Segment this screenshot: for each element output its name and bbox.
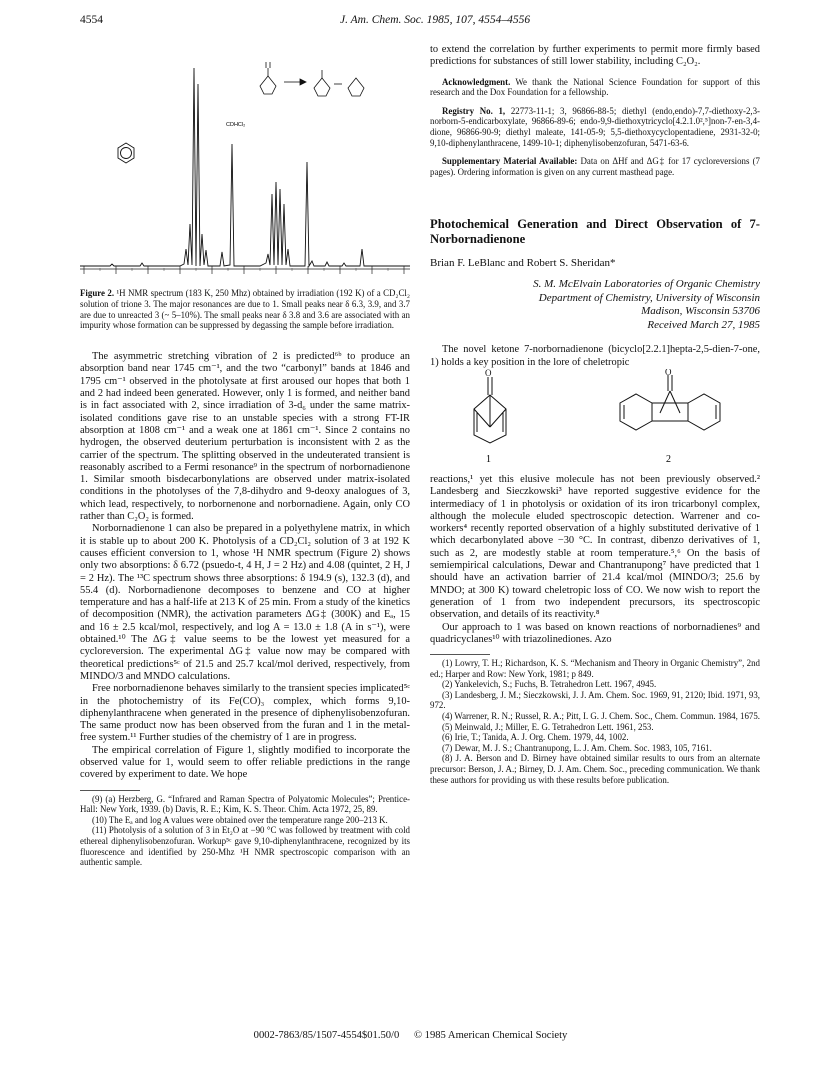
footnote-3: (3) Landesberg, J. M.; Sieczkowski, J. J. Am. Chem. Soc. 1969, 91, 2120; Ibid. 1971, 93, 972.: [430, 689, 760, 711]
svg-text:O: O: [665, 368, 672, 377]
footnote-5: (5) Meinwald, J.; Miller, E. G. Tetrahedron Lett. 1961, 253.: [442, 721, 654, 732]
footnote-rule: [80, 790, 140, 791]
structure-label-2: 2: [666, 453, 671, 465]
supplementary-text: Data on ΔHf and ΔG‡ for 17 cycloreversions (7 pages). Ordering information is given on any current masthead page.: [430, 156, 760, 177]
intro-paragraph: The novel ketone 7-norbornadienone (bicyclo[2.2.1]hepta-2,5-dien-7-one, 1) holds a key position in the lore of cheletropic: [430, 344, 760, 368]
acknowledgment-label: Acknowledgment.: [442, 76, 511, 87]
registry-label: Registry No. 1,: [442, 105, 506, 116]
supplementary-label: Supplementary Material Available:: [442, 156, 578, 167]
supplementary-material: [430, 156, 760, 177]
footnote-9: (9) (a) Herzberg, G. “Infrared and Raman Spectra of Polyatomic Molecules”; Prentice-Hall: New York, 1939. (b) Davis, R. E.; Kim, K. S. Theor. Chim. Acta 1972, 25, 89.: [80, 793, 410, 815]
figure-2-caption-text: ¹H NMR spectrum (183 K, 250 Mhz) obtained by irradiation (192 K) of a CD₂Cl₂ solution of trione 3. The major resonances are due to 1. Small peaks near δ 6.3, 3.9, and 3.7 are due to unreacted 3 (~ 5–10%). The small peaks near δ 3.8 and 3.6 are associated with an impurity whose formation can be suppressed by degassing the sample before irradiation.: [80, 288, 410, 331]
page-footer: [0, 1030, 821, 1041]
continued-paragraph: to extend the correlation by further experiments to permit more firmly based predictions for substances of still lower stability, including C₂O₂.: [430, 44, 760, 68]
left-paragraph-1: The asymmetric stretching vibration of 2 is predicted⁶ᵇ to produce an absorption band near 1745 cm⁻¹, and the two “carbonyl” bands at 1846 and 1795 cm⁻¹ observed in the photolysate at first aroused our hopes that both 1 and 2 had indeed been generated. However, only 1 is formed, and neither band is in fact associated with 2, since irradiation of 3-d₆ under the same matrix-isolated conditions gave rise to an unstable species with a strong FT-IR absorption at 1808 cm⁻¹ and a weak one at 1861 cm⁻¹. Since 2 contains no hydrogen, the observed deuterium perturbation is inconsistent with 2 as the carrier of the spectrum. The splitting observed in the undeuterated transient is reasonably ascribed to a Fermi resonance⁹ in the spectrum of norbornadienone 1. Similar smooth bisdecarbonylations are observed under matrix-isolated conditions in the photolyses of the 7,8-dihydro and 9-deoxy analogues of 3, which lead, respectively, to norbornenone and norbornadiene. Again, only CO rather than C₂O₂ is formed.: [80, 351, 410, 523]
article-title: Photochemical Generation and Direct Observation of 7-Norbornadienone: [430, 217, 760, 247]
right-paragraph-2: Our approach to 1 was based on known reactions of norbornadienes⁹ and quadricyclanes¹⁰ with triazolinediones. Azo: [430, 621, 760, 645]
figure-2-caption-label: Figure 2.: [80, 288, 115, 298]
acknowledgment-text: We thank the National Science Foundation for support of this research and the Dox Foundation for a fellowship.: [430, 76, 760, 98]
peak-label: CDHCl₂: [226, 122, 246, 128]
structure-label-1: 1: [486, 453, 491, 465]
affiliation-line-2: Department of Chemistry, University of Wisconsin: [538, 291, 760, 304]
received-date: Received March 27, 1985: [647, 318, 760, 331]
left-paragraph-2: Norbornadienone 1 can also be prepared in a polyethylene matrix, in which it is stable up to about 200 K. Photolysis of a CD₂Cl₂ solution of 3 at 192 K causes efficient conversion to 1, whose ¹H NMR spectrum (Figure 2) shows only two absorptions: δ 6.72 (psuedo-t, 4 H, J = 2 Hz) and 4.08 (quintet, 2 H, J = 2 Hz). The ¹³C spectrum shows three absorptions: δ 194.9 (s), 132.3 (d), and 55.4 (d). Norbornadienone decomposes to benzene and CO at higher temperature and has a half-life at 213 K of 25 min. From a study of the kinetics of decomposition (NMR), the activation parameters ΔG‡ (300K) and Eₐ, 15 and 16 ± 2.5 kcal/mol, respectively, and log A = 13.0 ± 1.8 (A in s⁻¹), were obtained.¹⁰ The ΔG‡ value seems to be the lowest yet measured for a cycloreversion. The experimental ΔG‡ value now may be compared with theoretical predictions⁵ᶜ of 21.5 and 25.7 kcal/mol derived, respectively, from MINDO/3 and MNDO calculations.: [80, 523, 410, 682]
right-paragraph-1: reactions,¹ yet this elusive molecule has not been previously observed.² Landesberg and Sieczkowski³ have reported suggestive evidence for the intermediacy of 1 in photolysis or oxidation of its iron tricarbonyl complex, although the molecule eluded spectroscopic detection. Warrener and co-workers⁴ recently reported observation of a highly substituted derivative of 1 which decarbonylated above −30 °C. In contrast, dibenzo derivatives of 1, such as 2, are modestly stable at room temperature.⁵,⁶ On the basis of semiempirical calculations, Dewar and Chantranupong⁷ have predicted that 1 should have an activation barrier of 21.4 kcal/mol (MINDO/3; 25.6 by MNDO; at 300 K) toward cheletropic loss of CO. We now wish to report the generation of 1 from two independent precursors, its spectroscopic observation, and details of its reactivity.⁸: [430, 473, 760, 621]
footnote-7: (7) Dewar, M. J. S.; Chantranupong, L. J. Am. Chem. Soc. 1983, 105, 7161.: [442, 742, 712, 753]
running-header: J. Am. Chem. Soc. 1985, 107, 4554–4556: [340, 14, 531, 26]
authors: Brian F. LeBlanc and Robert S. Sheridan*: [430, 257, 616, 270]
structure-2-dibenzo: [620, 369, 720, 430]
structure-1-norbornadienone: [474, 369, 506, 443]
figure-2-caption: [80, 288, 410, 331]
acknowledgment: [430, 77, 760, 98]
footnote-4: (4) Warrener, R. N.; Russel, R. A.; Pitt, I. G. J. Chem. Soc., Chem. Commun. 1984, 1675.: [442, 711, 761, 722]
left-paragraph-3: Free norbornadienone behaves similarly to the transient species implicated⁵ᶜ in the photochemistry of its Fe(CO)₃ complex, which forms 9,10-diphenylanthracene when generated in the presence of diphenylisobenzofuran. The same product now has been observed from the furan and 1 in the metal-free system.¹¹ Further studies of the chemistry of 1 are in progress.: [80, 683, 410, 744]
footnote-2: (2) Yankelevich, S.; Fuchs, B. Tetrahedron Lett. 1967, 4945.: [442, 679, 657, 690]
chemical-structures: [430, 369, 760, 469]
affiliation-line-1: S. M. McElvain Laboratories of Organic Chemistry: [533, 278, 760, 291]
copyright: © 1985 American Chemical Society: [413, 1030, 568, 1041]
left-paragraph-4: The empirical correlation of Figure 1, slightly modified to incorporate the observed value for 1, would seem to offer reliable predictions in the range covered by experiment to date. We hope: [80, 744, 410, 781]
footnote-rule-right: [430, 654, 490, 655]
footnote-6: (6) Irie, T.; Tanida, A. J. Org. Chem. 1979, 44, 1002.: [442, 732, 629, 743]
registry-numbers: [430, 106, 760, 148]
svg-text:O: O: [485, 368, 492, 378]
page-number: 4554: [80, 14, 103, 26]
article-code: 0002-7863/85/1507-4554$01.50/0: [253, 1030, 400, 1041]
affiliation-line-3: Madison, Wisconsin 53706: [641, 305, 760, 318]
footnote-1: (1) Lowry, T. H.; Richardson, K. S. “Mechanism and Theory in Organic Chemistry”, 2nd ed.; Harper and Row: New York, 1981; p 849.: [430, 658, 760, 679]
registry-text: 22773-11-1; 3, 96866-88-5; diethyl (endo,endo)-7,7-diethoxy-2,3-norborn-5-endicarboxylate, 96866-89-6; endo-9,9-diethoxytricyclo[4.2.1.0²,⁵]non-7-en-3,4-dione, 96866-90-9; diethyl maleate, 141-05-9; 5,5-diethoxycyclopentadiene, 2931-32-0; 9,10-diphenylanthracene, 1499-10-1; diphenylisobenzofuran, 5471-63-6.: [430, 105, 760, 148]
footnote-10: (10) The Eₐ and log A values were obtained over the temperature range 200–213 K.: [92, 814, 388, 825]
footnote-8: (8) J. A. Berson and D. Birney have obtained similar results to ours from an alternate precursor: Berson, J. A.; Birney, D. J. Am. Chem. Soc., preceding communication. We thank these authors for providing us with these results before publication.: [430, 753, 760, 785]
footnote-11: (11) Photolysis of a solution of 3 in Et₂O at −90 °C was followed by treatment with cold ethereal diphenylisobenzofuran. Workup⁵ᶜ gave 9,10-diphenylanthracene, recognized by its fluorescence and identified by 250-Mhz ¹H NMR spectroscopic comparison with an authentic sample.: [80, 825, 410, 868]
